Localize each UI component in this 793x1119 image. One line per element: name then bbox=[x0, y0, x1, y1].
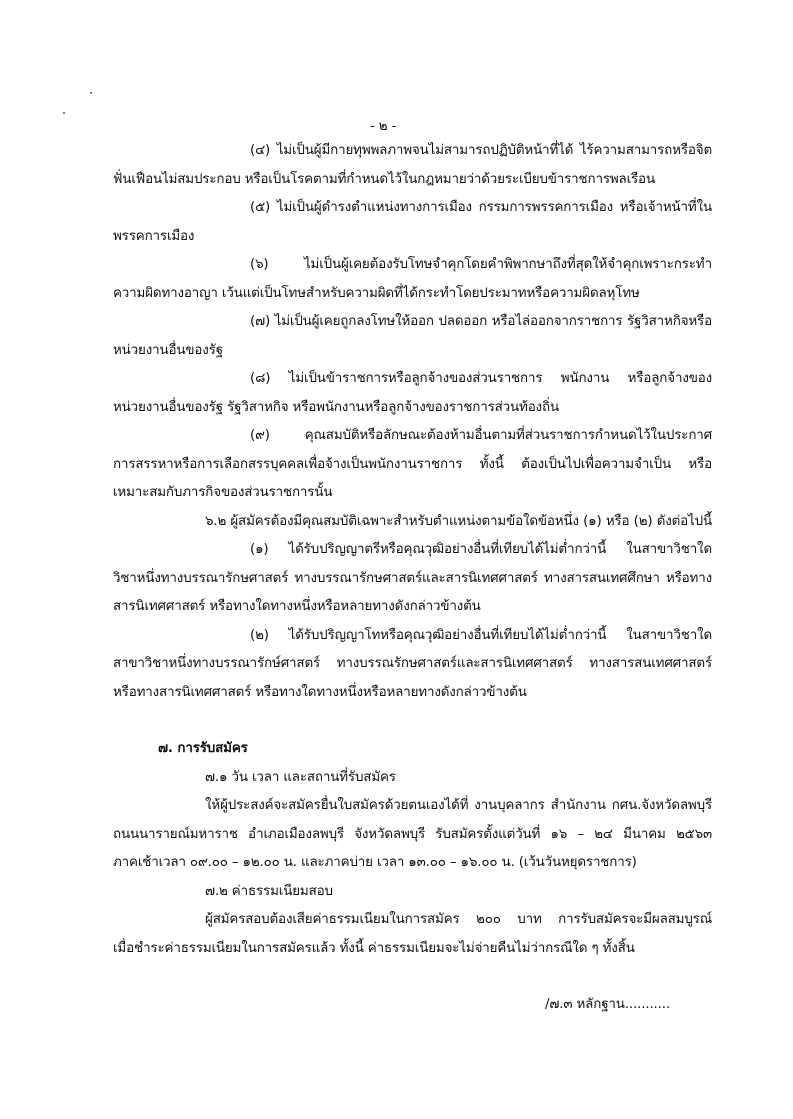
application-place-line-1: ให้ผู้ประสงค์จะสมัครยื่นใบสมัครด้วยตนเองได้ที่ งานบุคลากร สำนักงาน กศน.จังหวัดลพบุรี bbox=[205, 798, 712, 813]
qualification-9-line-1: (๙) คุณสมบัติหรือลักษณะต้องห้ามอื่นตามที่ส่วนราชการกำหนดไว้ในประกาศ bbox=[250, 428, 712, 443]
degree-2-line-1: (๒) ได้รับปริญญาโทหรือคุณวุฒิอย่างอื่นที่เทียบได้ไม่ต่ำกว่านี้ ในสาขาวิชาใด bbox=[250, 628, 712, 643]
qualification-4-line-2: ฟั่นเฟือนไม่สมประกอบ หรือเป็นโรคตามที่กำหนดไว้ในกฎหมายว่าด้วยระเบียบข้าราชการพลเรือน bbox=[113, 172, 655, 187]
page-number: - ๒ - bbox=[370, 119, 397, 134]
qualification-7-line-2: หน่วยงานอื่นของรัฐ bbox=[113, 343, 223, 358]
qualification-9-line-3: เหมาะสมกับภารกิจของส่วนราชการนั้น bbox=[113, 485, 333, 500]
scan-speck bbox=[90, 92, 92, 94]
section-7-1-heading: ๗.๑ วัน เวลา และสถานที่รับสมัคร bbox=[205, 770, 396, 785]
qualification-5-line-2: พรรคการเมือง bbox=[113, 229, 195, 244]
qualification-6-line-2: ความผิดทางอาญา เว้นแต่เป็นโทษสำหรับความผิดที่ได้กระทำโดยประมาทหรือความผิดลหุโทษ bbox=[113, 286, 640, 301]
fee-line-1: ผู้สมัครสอบต้องเสียค่าธรรมเนียมในการสมัคร ๒๐๐ บาท การรับสมัครจะมีผลสมบูรณ์ bbox=[205, 912, 712, 927]
degree-2-line-3: หรือทางสารนิเทศศาสตร์ หรือทางใดทางหนึ่งหรือหลายทางดังกล่าวข้างต้น bbox=[113, 685, 527, 700]
section-7-2-heading: ๗.๒ ค่าธรรมเนียมสอบ bbox=[205, 884, 333, 899]
qualification-4-line-1: (๔) ไม่เป็นผู้มีกายทุพพลภาพจนไม่สามารถปฏิบัติหน้าที่ได้ ไร้ความสามารถหรือจิต bbox=[250, 143, 712, 158]
next-page-reference: /๗.๓ หลักฐาน........... bbox=[545, 997, 670, 1012]
application-place-line-2: ถนนนารายณ์มหาราช อำเภอเมืองลพบุรี จังหวัดลพบุรี รับสมัครตั้งแต่วันที่ ๑๖ – ๒๔ มีนาคม ๒๕๖๓ bbox=[113, 827, 712, 842]
qualification-9-line-2: การสรรหาหรือการเลือกสรรบุคคลเพื่อจ้างเป็นพนักงานราชการ ทั้งนี้ ต้องเป็นไปเพื่อความจำเป็น หรือ bbox=[113, 457, 712, 472]
qualification-8-line-1: (๘) ไม่เป็นข้าราชการหรือลูกจ้างของส่วนราชการ พนักงาน หรือลูกจ้างของ bbox=[250, 371, 712, 386]
degree-2-line-2: สาขาวิชาหนึ่งทางบรรณารักษ์ศาสตร์ ทางบรรณรักษศาสตร์และสารนิเทศศาสตร์ ทางสารสนเทศศาสตร์ bbox=[113, 656, 712, 671]
section-6-2-heading: ๖.๒ ผู้สมัครต้องมีคุณสมบัติเฉพาะสำหรับตำแหน่งตามข้อใดข้อหนึ่ง (๑) หรือ (๒) ดังต่อไปนี้ bbox=[205, 514, 712, 529]
application-hours-line: ภาคเช้าเวลา ๐๙.๐๐ – ๑๒.๐๐ น. และภาคบ่าย เวลา ๑๓.๐๐ – ๑๖.๐๐ น. (เว้นวันหยุดราชการ) bbox=[113, 855, 637, 870]
qualification-6-line-1: (๖) ไม่เป็นผู้เคยต้องรับโทษจำคุกโดยคำพิพากษาถึงที่สุดให้จำคุกเพราะกระทำ bbox=[250, 257, 712, 272]
scan-speck bbox=[63, 112, 65, 114]
degree-1-line-3: สารนิเทศศาสตร์ หรือทางใดทางหนึ่งหรือหลายทางดังกล่าวข้างต้น bbox=[113, 599, 481, 614]
degree-1-line-1: (๑) ได้รับปริญญาตรีหรือคุณวุฒิอย่างอื่นที่เทียบได้ไม่ต่ำกว่านี้ ในสาขาวิชาใด bbox=[250, 542, 712, 557]
degree-1-line-2: วิชาหนึ่งทางบรรณารักษศาสตร์ ทางบรรณารักษศาสตร์และสารนิเทศศาสตร์ ทางสารสนเทศศึกษา หรือทาง bbox=[113, 571, 712, 586]
fee-line-2: เมื่อชำระค่าธรรมเนียมในการสมัครแล้ว ทั้งนี้ ค่าธรรมเนียมจะไม่จ่ายคืนไม่ว่ากรณีใด ๆ ทั้งสิ้น bbox=[113, 941, 635, 956]
qualification-5-line-1: (๕) ไม่เป็นผู้ดำรงตำแหน่งทางการเมือง กรรมการพรรคการเมือง หรือเจ้าหน้าที่ใน bbox=[250, 200, 712, 215]
section-7-heading: ๗. การรับสมัคร bbox=[158, 741, 248, 756]
qualification-7-line-1: (๗) ไม่เป็นผู้เคยถูกลงโทษให้ออก ปลดออก หรือไล่ออกจากราชการ รัฐวิสาหกิจหรือ bbox=[250, 314, 712, 329]
qualification-8-line-2: หน่วยงานอื่นของรัฐ รัฐวิสาหกิจ หรือพนักงานหรือลูกจ้างของราชการส่วนท้องถิ่น bbox=[113, 400, 559, 415]
